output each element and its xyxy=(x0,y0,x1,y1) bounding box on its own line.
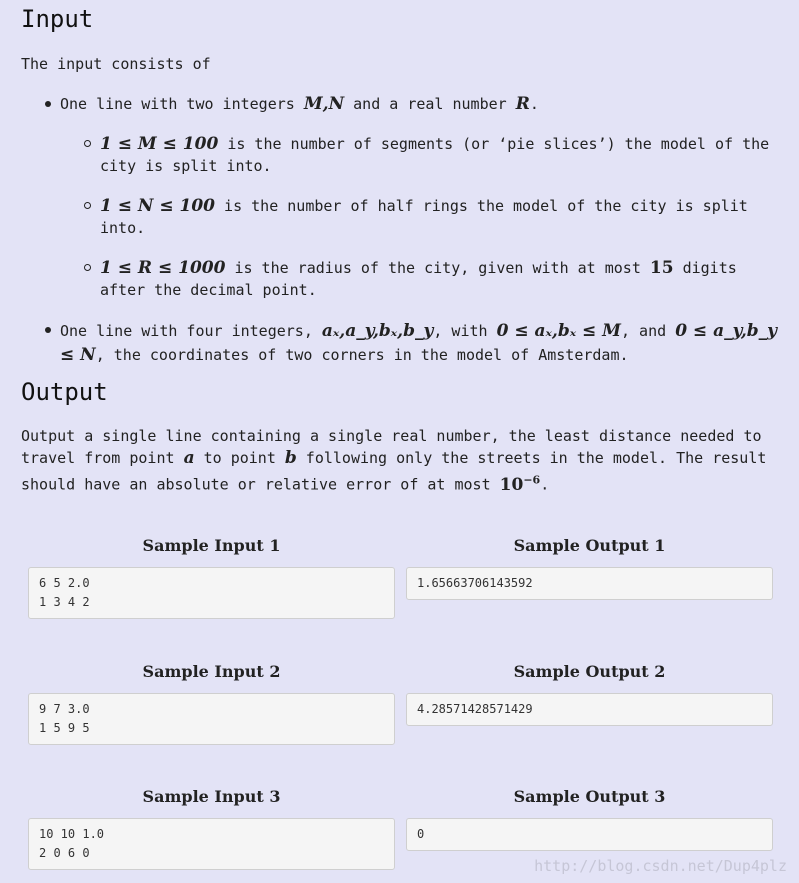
sub-item-m: 1 ≤ M ≤ 100 is the number of segments (or ‘pie slices’) the model of the city is split into. xyxy=(60,133,781,177)
sample-input-title: Sample Input 1 xyxy=(142,536,281,555)
math-coords: aₓ,a_y,bₓ,b_y xyxy=(321,321,434,341)
sample-input-box[interactable]: 6 5 2.0 1 3 4 2 xyxy=(28,567,395,619)
sample-output-box[interactable]: 4.28571428571429 xyxy=(406,693,773,726)
sample-output-3 xyxy=(406,787,773,851)
sub-item-r: 1 ≤ R ≤ 1000 is the radius of the city, given with at most 15 digits after the decimal point. xyxy=(60,257,781,301)
input-heading: Input xyxy=(21,5,94,33)
math-error-bound: $10^{-6}$ xyxy=(499,473,541,495)
input-intro: The input consists of xyxy=(21,55,211,73)
sample-output-title: Sample Output 3 xyxy=(513,787,666,806)
output-heading: Output xyxy=(21,378,108,406)
problem-statement xyxy=(21,0,781,496)
math-a: a xyxy=(183,448,195,468)
input-list xyxy=(21,93,781,367)
math-cond-x: 0 ≤ aₓ,bₓ ≤ M xyxy=(496,321,621,341)
sample-input-title: Sample Input 3 xyxy=(142,787,281,806)
sample-input-2 xyxy=(28,662,395,745)
math-b: b xyxy=(284,448,297,468)
input-sub-list xyxy=(60,133,781,301)
sample-input-title: Sample Input 2 xyxy=(142,662,281,681)
sample-output-box[interactable]: 1.65663706143592 xyxy=(406,567,773,600)
math-m-n: M,N xyxy=(303,94,345,114)
sample-output-2 xyxy=(406,662,773,726)
output-description: Output a single line containing a single real number, the least distance needed to travel from point a to point b following only the streets in the model. The result should have an absolute or relative error of at most $10^{-6}$. xyxy=(21,427,767,495)
sample-input-box[interactable]: 9 7 3.0 1 5 9 5 xyxy=(28,693,395,745)
sample-output-1 xyxy=(406,536,773,600)
input-bullet-second-line: One line with four integers, aₓ,a_y,bₓ,b_y, with 0 ≤ aₓ,bₓ ≤ M, and 0 ≤ a_y,b_y ≤ N, the coordinates of two corners in the model of Amsterdam. xyxy=(21,319,781,367)
math-cond-y: 0 ≤ a_y,b_y ≤ N xyxy=(60,321,778,365)
sample-output-box[interactable]: 0 xyxy=(406,818,773,851)
math-r: R xyxy=(515,94,530,114)
sub-item-n: 1 ≤ N ≤ 100 is the number of half rings the model of the city is split into. xyxy=(60,195,781,239)
sample-output-title: Sample Output 2 xyxy=(513,662,666,681)
input-bullet-first-line: One line with two integers M,N and a real number R. 1 ≤ M ≤ 100 is the number of segments (or ‘pie slices’) the model of the city is split into. 1 ≤ N ≤ 100 is the number of half rings the model of the city is split into. 1 ≤ R ≤ 1000 is the radius of the city, given with at most 15 digits after the decimal point. xyxy=(21,93,781,301)
sample-input-1 xyxy=(28,536,395,619)
watermark: http://blog.csdn.net/Dup4plz xyxy=(534,857,787,875)
sample-input-box[interactable]: 10 10 1.0 2 0 6 0 xyxy=(28,818,395,870)
sample-input-3 xyxy=(28,787,395,870)
sample-output-title: Sample Output 1 xyxy=(513,536,666,555)
